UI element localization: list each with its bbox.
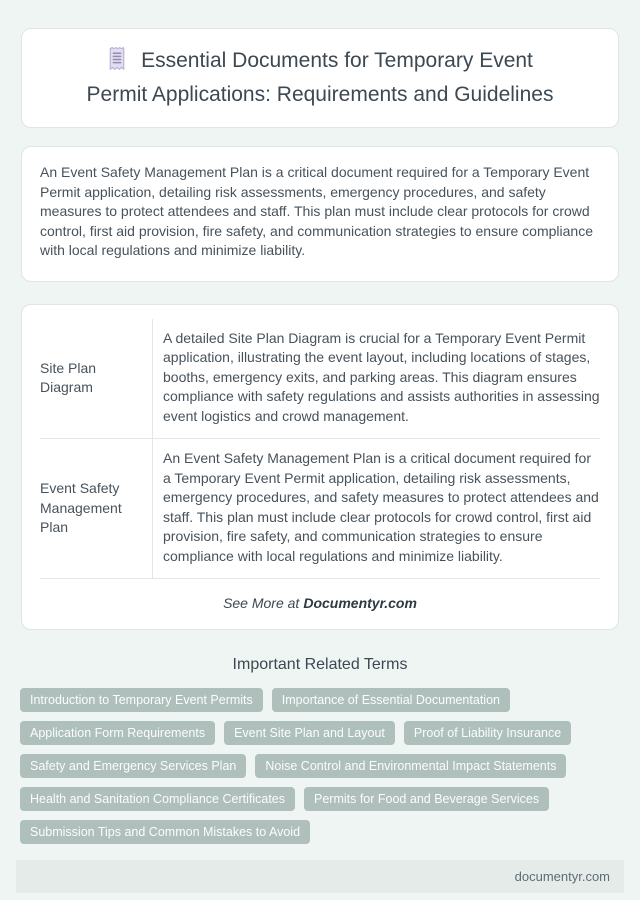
tag-application-form-requirements[interactable]: Application Form Requirements <box>20 721 215 745</box>
documents-table-card <box>21 304 619 631</box>
tag-health-and-sanitation-compliance-certificates[interactable]: Health and Sanitation Compliance Certificates <box>20 787 295 811</box>
documents-table <box>40 319 600 580</box>
intro-card <box>21 146 619 282</box>
tag-submission-tips-and-common-mistakes-to-avoid[interactable]: Submission Tips and Common Mistakes to Avoid <box>20 820 310 844</box>
tag-safety-and-emergency-services-plan[interactable]: Safety and Emergency Services Plan <box>20 754 246 778</box>
page-title-text-1: Essential Documents for Temporary Event <box>141 49 533 72</box>
page-title-line-1 <box>42 46 598 80</box>
tag-importance-of-essential-documentation[interactable]: Importance of Essential Documentation <box>272 688 510 712</box>
term-cell: Site Plan Diagram <box>40 319 153 439</box>
header-card <box>21 28 619 128</box>
see-more-prefix: See More at <box>223 595 300 611</box>
tag-introduction-to-temporary-event-permits[interactable]: Introduction to Temporary Event Permits <box>20 688 263 712</box>
receipt-icon <box>107 47 127 80</box>
related-terms-heading: Important Related Terms <box>232 656 408 673</box>
tag-permits-for-food-and-beverage-services[interactable]: Permits for Food and Beverage Services <box>304 787 549 811</box>
tag-event-site-plan-and-layout[interactable]: Event Site Plan and Layout <box>224 721 395 745</box>
table-row <box>40 439 600 579</box>
term-cell: Event Safety Management Plan <box>40 439 153 579</box>
tag-proof-of-liability-insurance[interactable]: Proof of Liability Insurance <box>404 721 571 745</box>
footer-brand-link[interactable]: documentyr.com <box>514 869 610 884</box>
page-title-line-2: Permit Applications: Requirements and Guidelines <box>86 83 554 106</box>
table-row <box>40 319 600 439</box>
description-cell: An Event Safety Management Plan is a critical document required for a Temporary Event Permit application, detailing risk assessments, emergency procedures, and safety measures to protect attendees and staff. This plan must include clear protocols for crowd control, first aid provision, fire safety, and communication strategies to ensure compliance with local regulations and minimize liability. <box>153 439 601 579</box>
page-title <box>42 46 598 110</box>
description-cell: A detailed Site Plan Diagram is crucial for a Temporary Event Permit application, illustrating the event layout, including locations of stages, booths, emergency exits, and parking areas. This diagram ensures compliance with safety regulations and assists authorities in assessing event logistics and crowd management. <box>153 319 601 439</box>
related-terms-tags <box>20 688 620 844</box>
see-more-caption <box>40 595 600 611</box>
intro-paragraph: An Event Safety Management Plan is a critical document required for a Temporary Event Permit application, detailing risk assessments, emergency procedures, and safety measures to protect attendees and staff. This plan must include clear protocols for crowd control, first aid provision, fire safety, and communication strategies to ensure compliance with local regulations and minimize liability. <box>40 164 593 258</box>
footer-bar <box>16 860 624 893</box>
tag-noise-control-and-environmental-impact-statements[interactable]: Noise Control and Environmental Impact Statements <box>255 754 566 778</box>
see-more-brand-link[interactable]: Documentyr.com <box>303 595 417 611</box>
